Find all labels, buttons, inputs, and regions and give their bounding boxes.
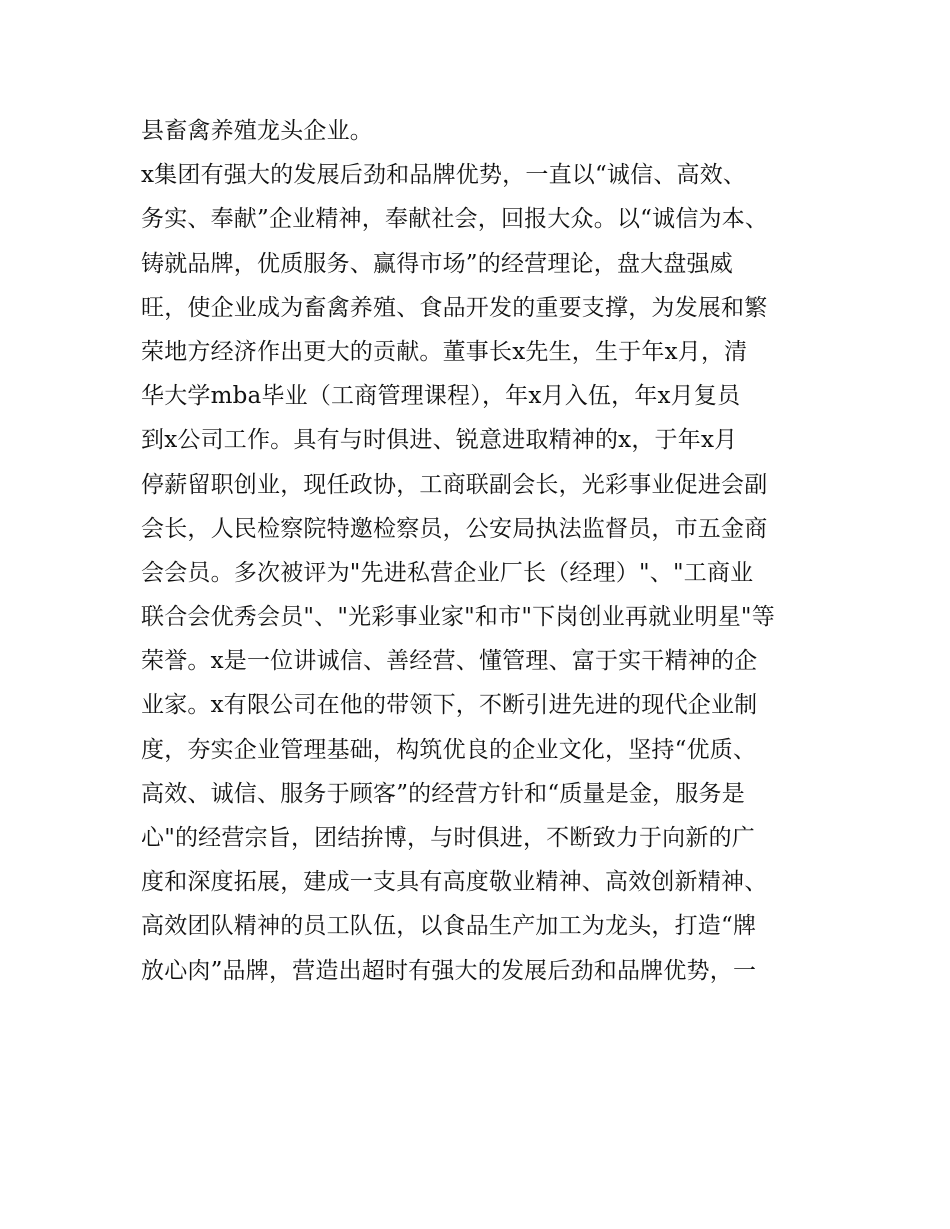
text-line: 华大学mba毕业（工商管理课程），年x月入伍，年x月复员 [141, 383, 741, 410]
text-line: 到x公司工作。具有与时俱进、锐意进取精神的x，于年x月 [141, 427, 738, 454]
text-line: 放心肉”品牌，营造出超时有强大的发展后劲和品牌优势，一 [141, 957, 757, 984]
text-line: 心"的经营宗旨，团结拚博，与时俱进，不断致力于向新的广 [141, 825, 755, 851]
text-line: 度，夯实企业管理基础，构筑优良的企业文化，坚持“优质、 [141, 736, 757, 763]
text-line: 停薪留职创业，现任政协，工商联副会长，光彩事业促进会副 [141, 471, 768, 498]
text-line: 铸就品牌，优质服务、赢得市场”的经营理论，盘大盘强威 [141, 250, 733, 277]
text-line: 会会员。多次被评为"先进私营企业厂长（经理）"、"工商业 [141, 559, 754, 586]
body-text [141, 109, 821, 993]
text-line: 会长，人民检察院特邀检察员，公安局执法监督员，市五金商 [141, 515, 768, 542]
text-line: 业家。x有限公司在他的带领下，不断引进先进的现代企业制 [141, 692, 758, 719]
text-line: 务实、奉献”企业精神，奉献社会，回报大众。以“诚信为本、 [141, 206, 769, 233]
text-line: 旺，使企业成为畜禽养殖、食品开发的重要支撑，为发展和繁 [141, 294, 768, 321]
text-line: 高效、诚信、服务于顾客”的经营方针和“质量是金，服务是 [141, 780, 745, 807]
text-line: 度和深度拓展，建成一支具有高度敬业精神、高效创新精神、 [141, 869, 768, 896]
text-line: 荣地方经济作出更大的贡献。董事长x先生，生于年x月，清 [141, 338, 748, 365]
text-line: 荣誉。x是一位讲诚信、善经营、懂管理、富于实干精神的企 [141, 648, 758, 675]
text-line: 联合会优秀会员"、"光彩事业家"和市"下岗创业再就业明星"等 [141, 604, 775, 631]
text-line: x集团有强大的发展后劲和品牌优势，一直以“诚信、高效、 [141, 162, 747, 189]
text-line: 县畜禽养殖龙头企业。 [141, 118, 373, 144]
text-line: 高效团队精神的员工队伍，以食品生产加工为龙头，打造“牌 [141, 913, 757, 940]
